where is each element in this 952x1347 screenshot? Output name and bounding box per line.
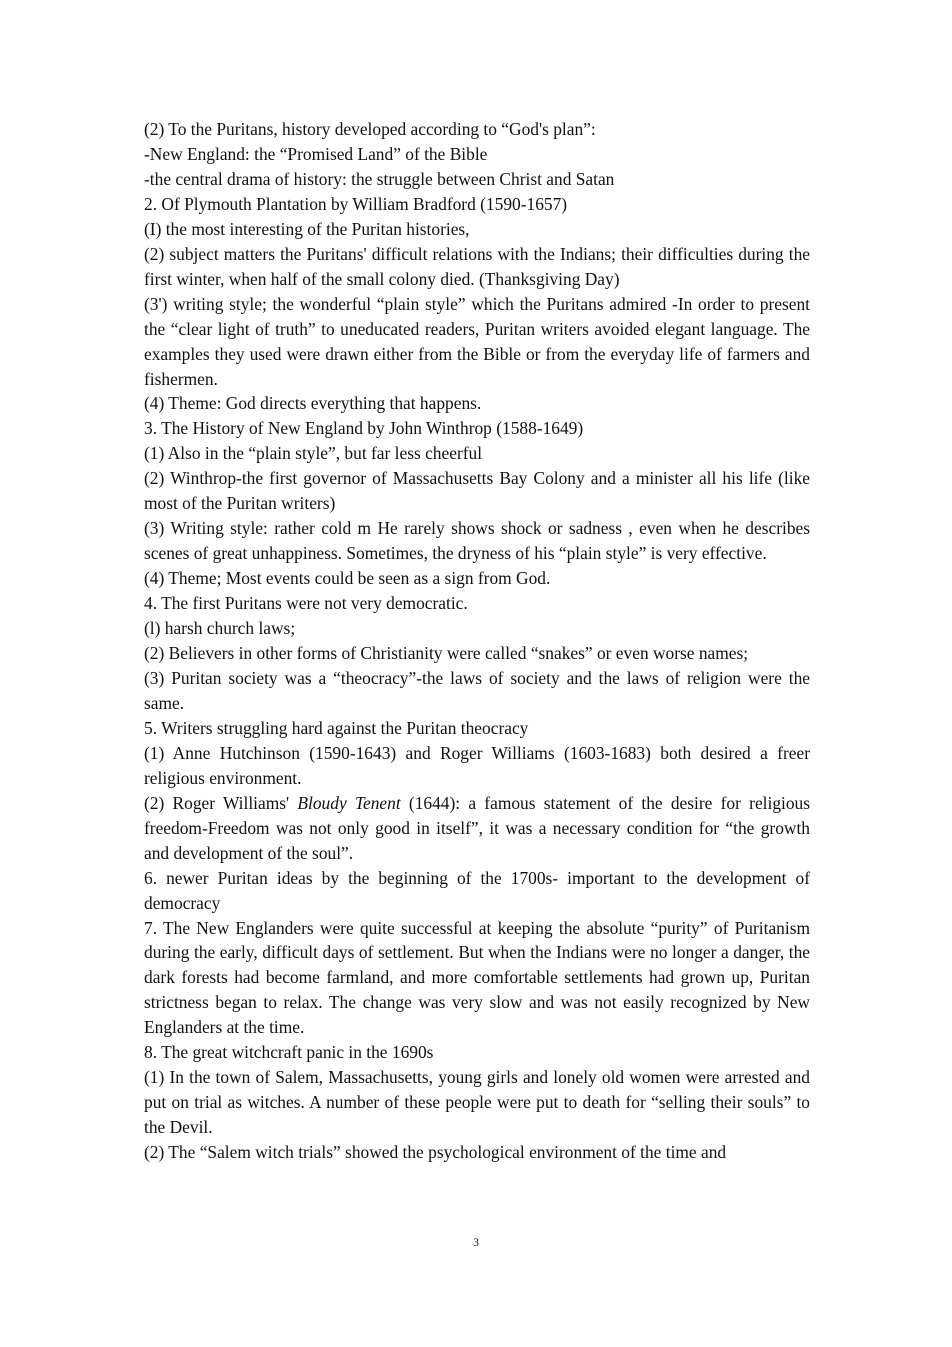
- paragraph-20: [144, 791, 810, 866]
- paragraph-10: (1) Also in the “plain style”, but far less cheerful: [144, 443, 483, 464]
- paragraph-12: (3) Writing style: rather cold m He rarely shows shock or sadness , even when he describes scenes of great unhappiness. Sometimes, the dryness of his “plain style” is very effective.: [144, 518, 810, 564]
- paragraph-19: (1) Anne Hutchinson (1590-1643) and Roger Williams (1603-1683) both desired a freer religious environment.: [144, 742, 810, 788]
- book-title-bloudy-tenent: Bloudy Tenent: [297, 792, 401, 813]
- paragraph-20-rest: (1644): a famous statement of the desire for religious freedom-Freedom was not only good in itself”, it was a necessary condition for “the growth and development of the soul”.: [144, 792, 811, 863]
- paragraph-24: (1) In the town of Salem, Massachusetts, young girls and lonely old women were arrested and put on trial as witches. A number of these people were put to death for “selling their souls” to the Devil.: [144, 1067, 810, 1138]
- heading-winthrop: 3. The History of New England by John Winthrop (1588-1649): [144, 418, 584, 439]
- paragraph-2: -New England: the “Promised Land” of the Bible: [144, 143, 488, 164]
- paragraph-6: (2) subject matters the Puritans' difficult relations with the Indians; their difficulties during the first winter, when half of the small colony died. (Thanksgiving Day): [144, 243, 810, 289]
- paragraph-1: (2) To the Puritans, history developed according to “God's plan”:: [144, 119, 596, 139]
- heading-democracy: 4. The first Puritans were not very democratic.: [144, 593, 468, 614]
- paragraph-22: 7. The New Englanders were quite successful at keeping the absolute “purity” of Puritanism during the early, difficult days of settlement. But when the Indians were no longer a danger, the dark forests had become farmland, and more comfortable settlements had grown up, Puritan strictness began to relax. The change was very slow and was not easily recognized by New Englanders at the time.: [144, 917, 810, 1038]
- paragraph-20-lead: (2) Roger Williams': [144, 792, 298, 813]
- paragraph-8: (4) Theme: God directs everything that happens.: [144, 393, 482, 414]
- paragraph-13: (4) Theme; Most events could be seen as a sign from God.: [144, 568, 551, 589]
- document-page: [144, 117, 810, 1165]
- paragraph-7: (3') writing style; the wonderful “plain style” which the Puritans admired -In order to present the “clear light of truth” to uneducated readers, Puritan writers avoided elegant language. The examples they used were drawn either from the Bible or from the everyday life of farmers and fishermen.: [144, 293, 810, 389]
- paragraph-5: (I) the most interesting of the Puritan histories,: [144, 218, 470, 239]
- paragraph-11: (2) Winthrop-the first governor of Massachusetts Bay Colony and a minister all his life (like most of the Puritan writers): [144, 468, 810, 514]
- paragraph-17: (3) Puritan society was a “theocracy”-the laws of society and the laws of religion were the same.: [144, 667, 810, 713]
- page-number: 3: [473, 1235, 479, 1249]
- heading-witchcraft: 8. The great witchcraft panic in the 1690s: [144, 1042, 434, 1063]
- paragraph-21: 6. newer Puritan ideas by the beginning of the 1700s- important to the development of democracy: [144, 867, 810, 913]
- paragraph-3: -the central drama of history: the struggle between Christ and Satan: [144, 168, 615, 189]
- paragraph-16: (2) Believers in other forms of Christianity were called “snakes” or even worse names;: [144, 643, 749, 664]
- paragraph-15: (l) harsh church laws;: [144, 618, 296, 639]
- paragraph-25: (2) The “Salem witch trials” showed the psychological environment of the time and: [144, 1142, 727, 1163]
- heading-bradford: 2. Of Plymouth Plantation by William Bradford (1590-1657): [144, 193, 568, 214]
- heading-writers: 5. Writers struggling hard against the Puritan theocracy: [144, 717, 529, 738]
